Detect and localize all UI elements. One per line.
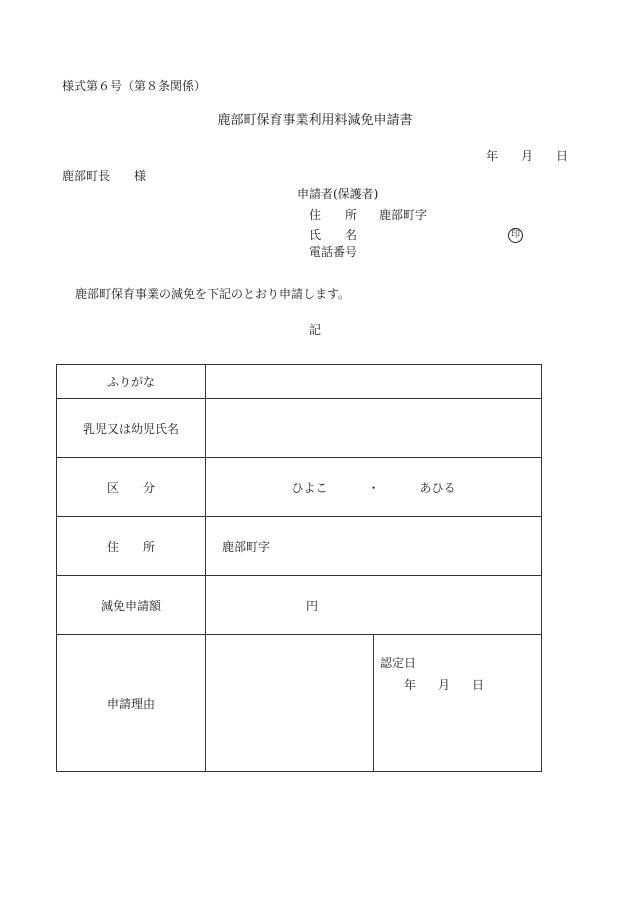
addressee: 鹿部町長 様 xyxy=(62,169,147,183)
request-statement: 鹿部町保育事業の減免を下記のとおり申請します。 xyxy=(75,287,351,301)
date-year-label: 年 xyxy=(486,149,499,163)
category-field[interactable] xyxy=(206,458,542,517)
table-row-amount xyxy=(57,576,542,635)
child-address-label: 住 所 xyxy=(57,517,206,576)
certified-date xyxy=(404,679,506,691)
document-title: 鹿部町保育事業利用料減免申請書 xyxy=(217,113,413,128)
table-row-furigana xyxy=(57,365,542,399)
application-table xyxy=(56,364,542,772)
child-name-field[interactable] xyxy=(206,399,542,458)
certified-day: 日 xyxy=(472,678,485,692)
table-row-reason xyxy=(57,635,542,772)
reason-field[interactable] xyxy=(206,635,374,772)
reason-label: 申請理由 xyxy=(57,635,206,772)
applicant-phone-label: 電話番号 xyxy=(309,245,358,259)
furigana-label: ふりがな xyxy=(57,365,206,399)
child-address-field[interactable]: 鹿部町字 xyxy=(206,517,542,576)
applicant-name-label: 氏 名 xyxy=(309,228,358,242)
ki-heading: 記 xyxy=(308,323,321,337)
certified-month: 月 xyxy=(438,678,451,692)
category-separator: ・ xyxy=(367,480,380,495)
category-label: 区 分 xyxy=(57,458,206,517)
furigana-field[interactable] xyxy=(206,365,542,399)
category-option-hiyoko[interactable]: ひよこ xyxy=(291,480,328,495)
seal-mark: 印 xyxy=(508,228,523,243)
certified-year: 年 xyxy=(404,678,417,692)
date-day-label: 日 xyxy=(556,149,569,163)
applicant-address-value: 鹿部町字 xyxy=(379,208,428,222)
applicant-address-label: 住 所 xyxy=(309,208,358,222)
amount-label: 減免申請額 xyxy=(57,576,206,635)
applicant-label: 申請者(保護者) xyxy=(297,187,379,201)
certified-date-label: 認定日 xyxy=(380,656,417,670)
date-month-label: 月 xyxy=(521,149,534,163)
category-option-ahiru[interactable]: あひる xyxy=(419,480,456,495)
certification-cell xyxy=(374,635,542,772)
amount-field[interactable]: 円 xyxy=(206,576,542,635)
table-row-address xyxy=(57,517,542,576)
form-number: 様式第６号（第８条関係） xyxy=(62,79,207,93)
table-row-child-name xyxy=(57,399,542,458)
child-name-label: 乳児又は幼児氏名 xyxy=(57,399,206,458)
table-row-category xyxy=(57,458,542,517)
